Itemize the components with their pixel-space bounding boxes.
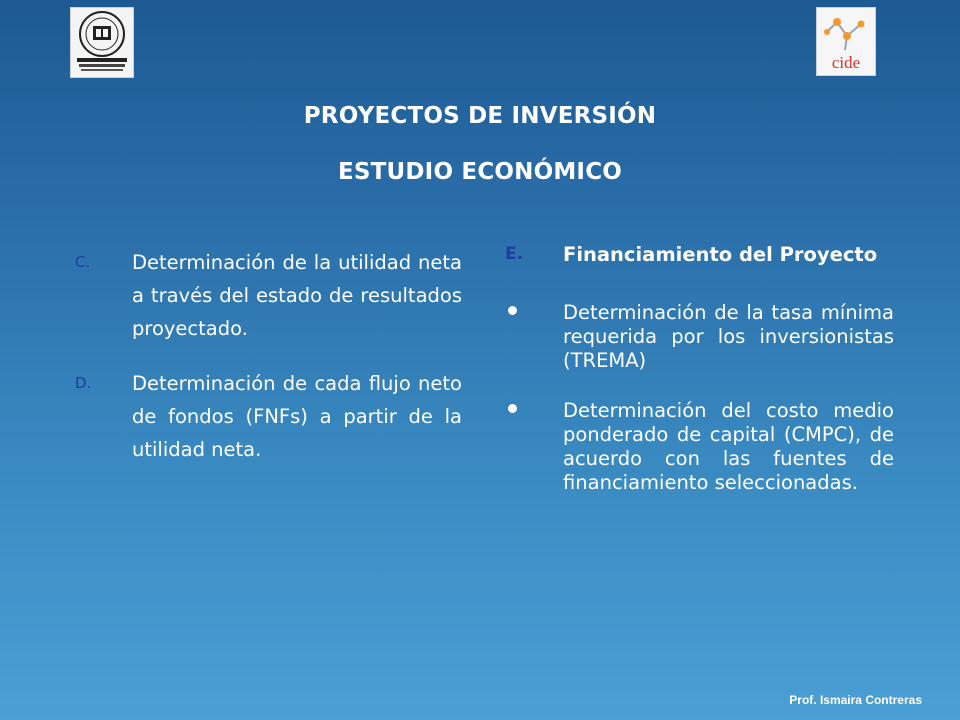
bullet-item	[505, 399, 894, 495]
bullet-text: Determinación de la tasa mínima requerida por los inversionistas (TREMA)	[563, 301, 894, 372]
financing-heading	[505, 238, 894, 271]
left-column	[75, 246, 462, 466]
university-seal-icon	[71, 8, 133, 77]
university-logo	[70, 7, 134, 78]
heading-marker: E.	[505, 244, 524, 264]
bullet-icon	[508, 404, 517, 413]
svg-text:cide: cide	[831, 53, 861, 72]
item-marker: D.	[75, 374, 92, 392]
item-marker: C.	[75, 253, 91, 271]
bullet-icon	[508, 306, 517, 315]
right-column	[505, 238, 894, 495]
heading-text: Financiamiento del Proyecto	[563, 243, 878, 266]
footer-author: Prof. Ismaira Contreras	[789, 693, 922, 707]
cide-logo	[816, 7, 876, 76]
item-text: Determinación de cada flujo neto de fondos (FNFs) a partir de la utilidad neta.	[132, 372, 462, 461]
list-item	[75, 367, 462, 466]
list-item	[75, 246, 462, 345]
item-text: Determinación de la utilidad neta a través del estado de resultados proyectado.	[132, 251, 462, 340]
slide-subtitle: ESTUDIO ECONÓMICO	[337, 159, 623, 185]
cide-network-icon	[817, 8, 875, 75]
bullet-text: Determinación del costo medio ponderado de capital (CMPC), de acuerdo con las fuentes de financiamiento seleccionadas.	[563, 399, 894, 494]
slide-title: PROYECTOS DE INVERSIÓN	[303, 103, 657, 129]
bullet-item	[505, 301, 894, 373]
